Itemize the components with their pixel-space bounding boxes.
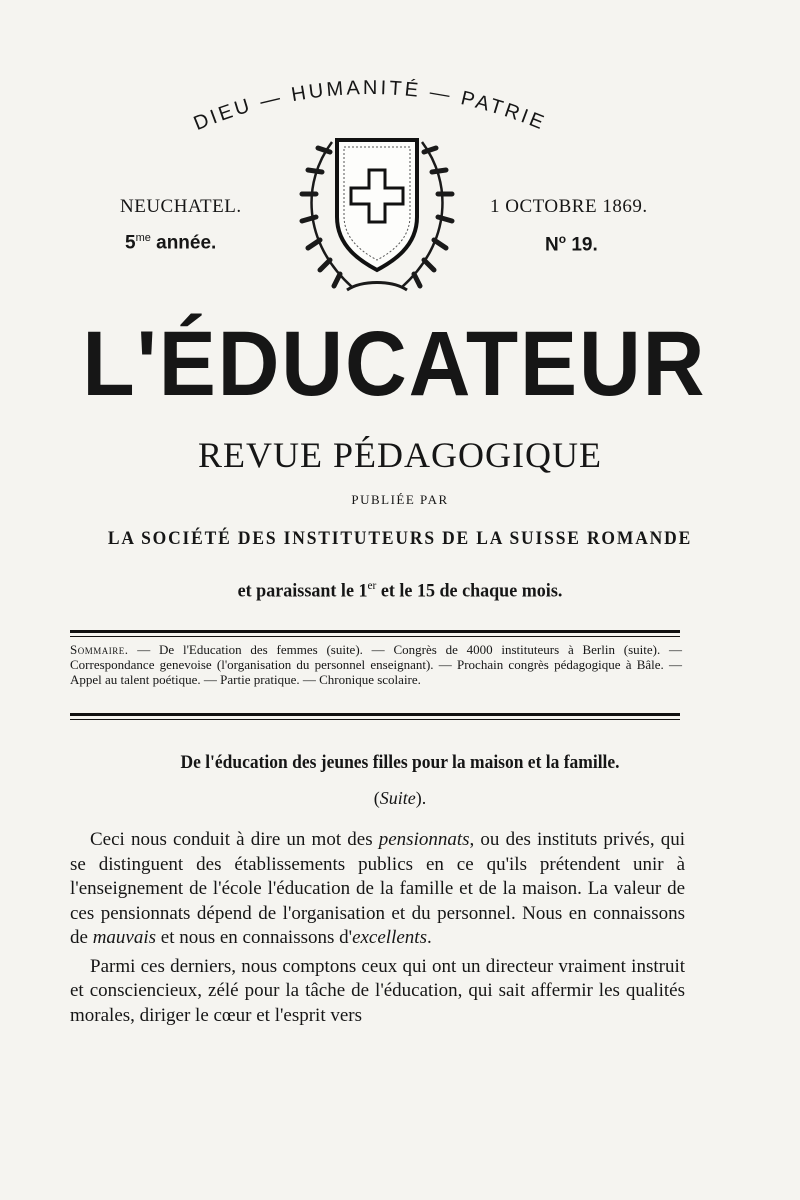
article-continued: (Suite).: [373, 788, 427, 808]
article-title: De l'éducation des jeunes filles pour la maison et la famille.: [180, 752, 620, 773]
summary-text: — De l'Education des femmes (suite). — Congrès de 4000 instituteurs à Berlin (suite). — Correspondance genevoise (l'organisation du personnel enseignant). — Prochain congrès pédagogique à Bâle. — Appel au talent poétique. — Partie pratique. — Chronique scolaire.: [70, 642, 682, 687]
top-rule: [70, 630, 680, 633]
issue-date: 1 OCTOBRE 1869.: [490, 196, 648, 217]
paragraph-1: Ceci nous conduit à dire un mot des pensionnats, ou des instituts privés, qui se distinguent des établissements publics en ce qu'ils prétendent unir à l'enseignement de l'école l'éducation de la famille et de la maison. La valeur de ces pensionnats dépend de l'organisation et du personnel. Nous en connaissons de mauvais et nous en connaissons d'excellents.: [70, 829, 685, 948]
bottom-rule-thin: [70, 719, 680, 720]
table-of-contents: [70, 642, 682, 687]
issue-number: $N^o$ 19.: [545, 232, 598, 256]
society-name: LA SOCIÉTÉ DES INSTITUTEURS DE LA SUISSE ROMANDE: [107, 528, 693, 549]
location: NEUCHATEL.: [120, 196, 242, 217]
summary-label: Sommaire.: [70, 642, 129, 657]
article-body: [70, 828, 685, 1028]
paragraph-2: Parmi ces derniers, nous comptons ceux qui ont un directeur vraiment instruit et consciencieux, zélé pour la tâche de l'éducation, qui sait affermir les qualités morales, diriger le cœur et l'esprit vers: [70, 955, 685, 1026]
top-rule-thin: [70, 636, 680, 637]
bottom-rule: [70, 713, 680, 716]
journal-subtitle: REVUE PÉDAGOGIQUE: [198, 435, 602, 475]
swiss-shield-emblem: [292, 122, 462, 302]
edition-year: $5^{me}$ année.: [125, 232, 217, 254]
publication-schedule: et paraissant le 1er et le 15 de chaque mois.: [237, 578, 563, 602]
motto-text: DIEU — HUMANITÉ — PATRIE: [190, 76, 550, 136]
journal-title: L'ÉDUCATEUR: [82, 313, 707, 415]
published-by: PUBLIÉE PAR: [351, 492, 449, 507]
